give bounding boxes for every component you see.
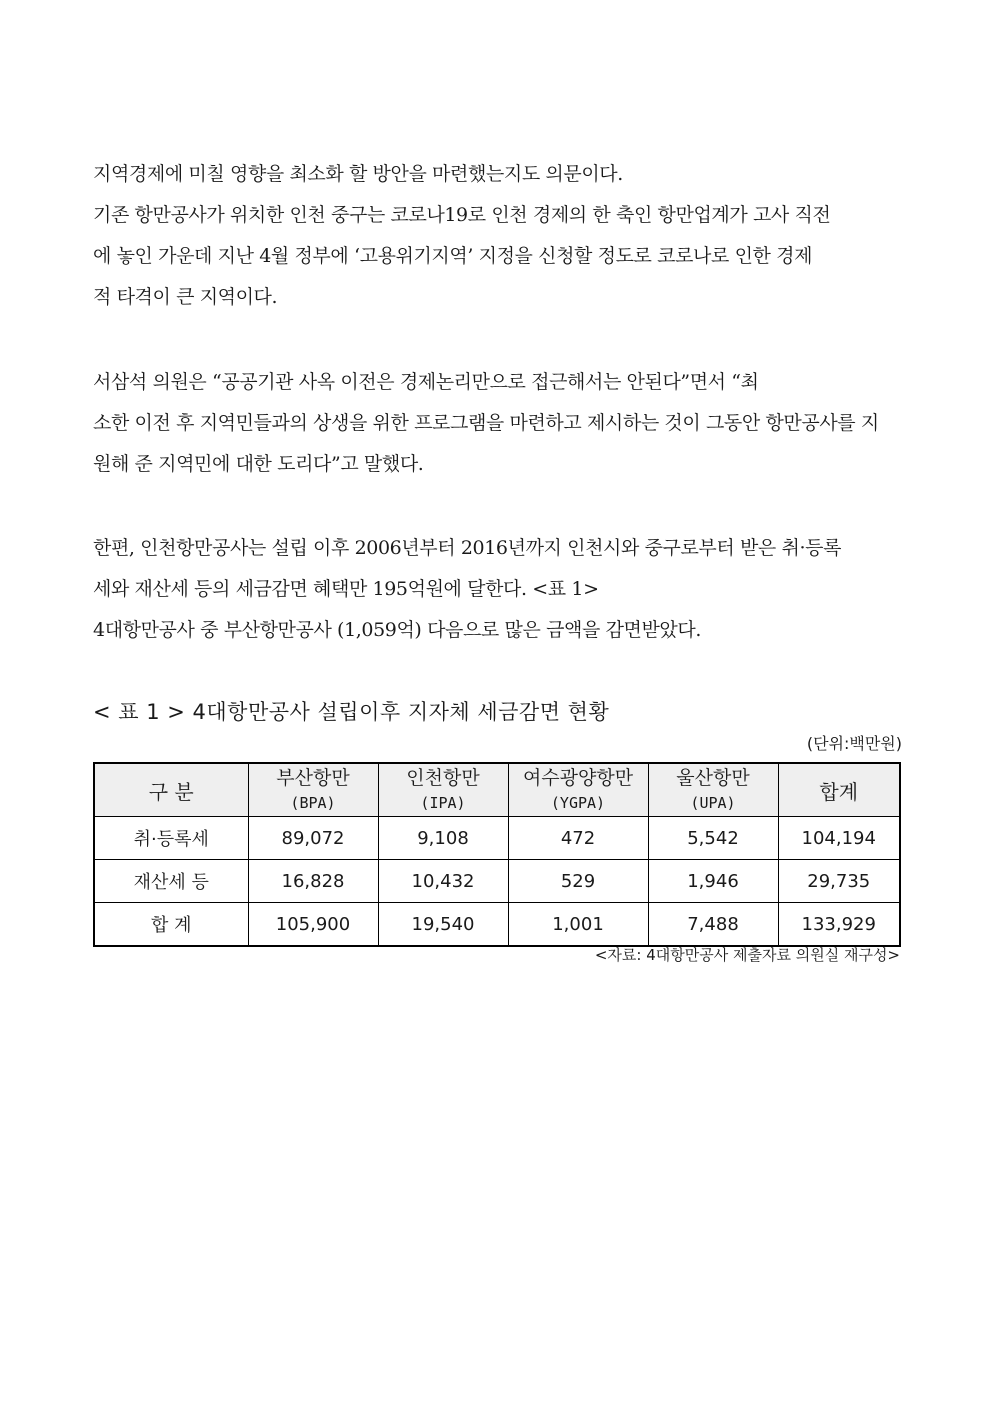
row-label: 합 계	[94, 903, 248, 947]
table-unit: (단위:백만원)	[806, 734, 902, 753]
row-label: 취·등록세	[94, 817, 248, 860]
text-line: 기존 항만공사가 위치한 인천 중구는 코로나19로 인천 경제의 한 축인 항만업계가 고사 직전	[93, 204, 831, 226]
header-label: 여수광양항만	[522, 767, 634, 789]
table-cell: 19,540	[378, 903, 508, 947]
header-label: 울산항만	[676, 767, 750, 789]
header-label: 구 분	[148, 779, 194, 804]
paragraph-quote	[93, 362, 903, 485]
table-caption: < 표 1 > 4대항만공사 설립이후 지자체 세금감면 현황	[93, 700, 610, 724]
table-cell: 1,946	[648, 860, 778, 903]
table-cell: 529	[508, 860, 648, 903]
text-line: 적 타격이 큰 지역이다.	[93, 286, 278, 308]
header-abbr: (YGPA)	[550, 794, 606, 812]
table-cell: 5,542	[648, 817, 778, 860]
paragraph-local-economy	[93, 154, 903, 318]
table-row	[94, 860, 900, 903]
table-cell: 9,108	[378, 817, 508, 860]
table-cell: 105,900	[248, 903, 378, 947]
table-cell: 29,735	[778, 860, 900, 903]
text-line: 지역경제에 미칠 영향을 최소화 할 방안을 마련했는지도 의문이다.	[93, 163, 623, 185]
header-category	[94, 763, 248, 817]
header-upa	[648, 763, 778, 817]
table-cell: 10,432	[378, 860, 508, 903]
table-cell: 1,001	[508, 903, 648, 947]
paragraph-tax-reduction	[93, 528, 903, 651]
header-abbr: (BPA)	[290, 794, 336, 812]
text-line: 에 놓인 가운데 지난 4월 정부에 ‘고용위기지역’ 지정을 신청할 정도로 코로나로 인한 경제	[93, 245, 813, 267]
header-abbr: (UPA)	[690, 794, 736, 812]
header-abbr: (IPA)	[420, 794, 466, 812]
text-line: 소한 이전 후 지역민들과의 상생을 위한 프로그램을 마련하고 제시하는 것이 그동안 항만공사를 지	[93, 412, 879, 434]
table-row	[94, 903, 900, 947]
header-bpa	[248, 763, 378, 817]
text-line: 원해 준 지역민에 대한 도리다”고 말했다.	[93, 453, 424, 475]
table-cell: 133,929	[778, 903, 900, 947]
text-line: 서삼석 의원은 “공공기관 사옥 이전은 경제논리만으로 접근해서는 안된다”면서 “최	[93, 371, 759, 393]
table-cell: 7,488	[648, 903, 778, 947]
header-total	[778, 763, 900, 817]
text-line: 세와 재산세 등의 세금감면 혜택만 195억원에 달한다. <표 1>	[93, 578, 599, 600]
header-ipa	[378, 763, 508, 817]
text-line: 4대항만공사 중 부산항만공사 (1,059억) 다음으로 많은 금액을 감면받았다.	[93, 619, 701, 641]
header-label: 인천항만	[406, 767, 480, 789]
text-line: 한편, 인천항만공사는 설립 이후 2006년부터 2016년까지 인천시와 중구로부터 받은 취·등록	[93, 537, 842, 559]
table-source: <자료: 4대항만공사 제출자료 의원실 재구성>	[594, 946, 900, 964]
header-label: 부산항만	[276, 767, 350, 789]
table-row	[94, 817, 900, 860]
table-cell: 16,828	[248, 860, 378, 903]
header-ygpa	[508, 763, 648, 817]
table-header-row	[94, 763, 900, 817]
table-cell: 104,194	[778, 817, 900, 860]
table-cell: 472	[508, 817, 648, 860]
tax-reduction-table	[93, 762, 901, 947]
row-label: 재산세 등	[94, 860, 248, 903]
table-cell: 89,072	[248, 817, 378, 860]
header-label: 합계	[819, 779, 859, 804]
